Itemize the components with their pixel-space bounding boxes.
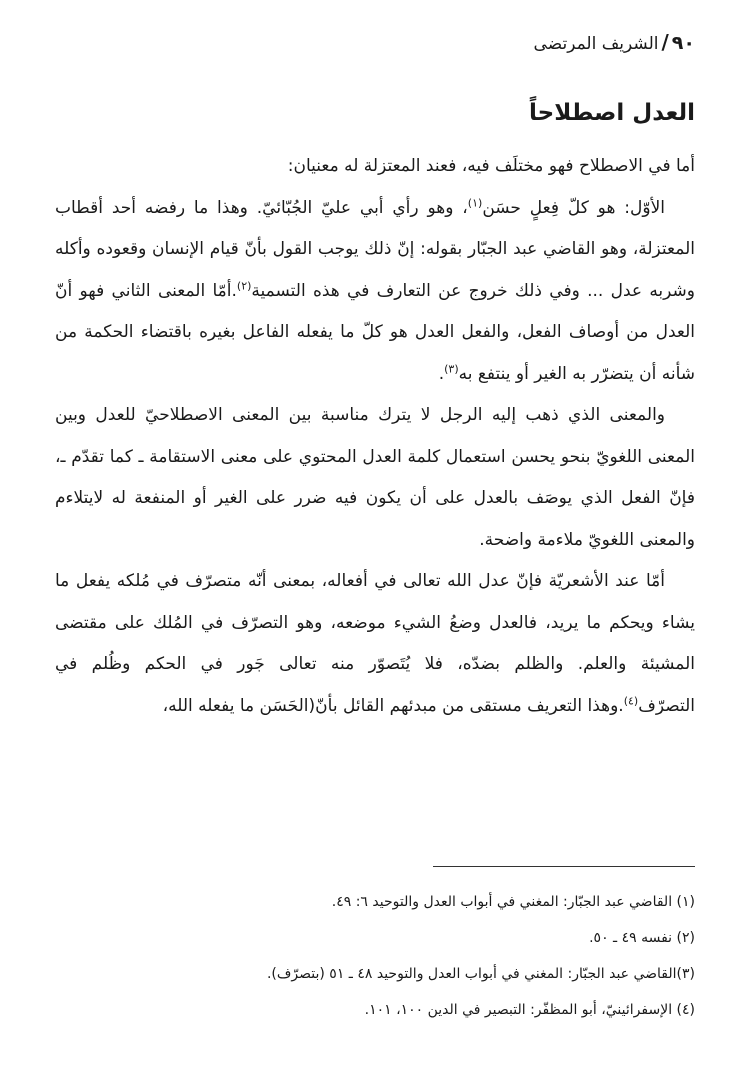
paragraph-text: .وهذا التعريف مستقى من مبدئهم القائل بأنّ(الحَسَن ما يفعله الله، bbox=[162, 695, 624, 716]
footnote-reference[interactable]: (٣) bbox=[444, 361, 459, 375]
footnote-item: (٣)القاضي عبد الجبّار: المغني في أبواب العدل والتوحيد ٤٨ ـ ٥١ (بتصرّف). bbox=[266, 966, 695, 982]
body-text bbox=[55, 146, 695, 727]
paragraph-text: أما في الاصطلاح فهو مختلَف فيه، فعند المعتزلة له معنيان: bbox=[287, 156, 695, 176]
paragraph-text: ، وهو رأي أبي عليّ الجُبّائيّ. وهذا ما رفضه أحد أقطاب المعتزلة، وهو القاضي عبد الجبّار بقوله: إنّ ذلك يوجب القول بأنّ قيام الإنسان وقعوده وأكله وشربه عدل ... وفي ذلك خروج عن التعارف في هذه التسمية bbox=[55, 197, 695, 301]
section-title: العدل اصطلاحاً bbox=[529, 100, 695, 126]
footnotes bbox=[55, 884, 695, 1028]
footnote-reference[interactable]: (١) bbox=[467, 195, 483, 209]
running-header bbox=[534, 30, 695, 56]
paragraph-text: أمّا عند الأشعريّة فإنّ عدل الله تعالى في أفعاله، بمعنى أنّه متصرّف في مُلكه يفعل ما يشاء ويحكم ما يريد، فالعدل وضعُ الشيء موضعه، وهو التصرّف في المُلك على مقتضى المشيئة والعلم. والظلم بضدّه، فلا يُتَصوّر منه تعالى جَور في الحكم وظُلم في التصرّف bbox=[55, 571, 695, 716]
running-title: الشريف المرتضى bbox=[533, 34, 659, 54]
page-number: ٩٠ bbox=[671, 32, 695, 54]
paragraph bbox=[55, 146, 695, 188]
footnote-item: (٤) الإسفرائينيّ، أبو المظفّر: التبصير في الدين ١٠٠، ١٠١. bbox=[364, 1002, 695, 1018]
footnote-reference[interactable]: (٤) bbox=[623, 693, 639, 707]
header-separator: / bbox=[661, 30, 669, 54]
paragraph bbox=[55, 395, 695, 561]
paragraph-text: والمعنى الذي ذهب إليه الرجل لا يترك مناسبة بين المعنى الاصطلاحيّ للعدل وبين المعنى اللغويّ بنحو يحسن استعمال كلمة العدل المحتوي على معنى الاستقامة ـ كما تقدّم ـ، فإنّ الفعل الذي يوصَف بالعدل على أن يكون فيه ضرر على الغير أو المنفعة له لايتلاءم والمعنى اللغويّ ملاءمة واضحة. bbox=[55, 405, 695, 550]
footnote-rule bbox=[433, 866, 695, 867]
paragraph-text: .أمّا المعنى الثاني فهو أنّ العدل من أوصاف الفعل، والفعل العدل هو كلّ ما يفعله الفاعل بغيره باقتضاء الحكمة من شأنه أن يتضرّر به الغير أو ينتفع به bbox=[55, 280, 695, 384]
footnote-item: (١) القاضي عبد الجبّار: المغني في أبواب العدل والتوحيد ٦: ٤٩. bbox=[331, 894, 695, 910]
paragraph-text: . bbox=[438, 363, 445, 384]
paragraph bbox=[55, 561, 695, 727]
paragraph-text: الأوّل: هو كلّ فِعلٍ حسَن bbox=[482, 197, 665, 218]
paragraph bbox=[55, 188, 695, 396]
footnote-item: (٢) نفسه ٤٩ ـ ٥٠. bbox=[589, 930, 695, 946]
footnote-reference[interactable]: (٢) bbox=[236, 278, 252, 292]
